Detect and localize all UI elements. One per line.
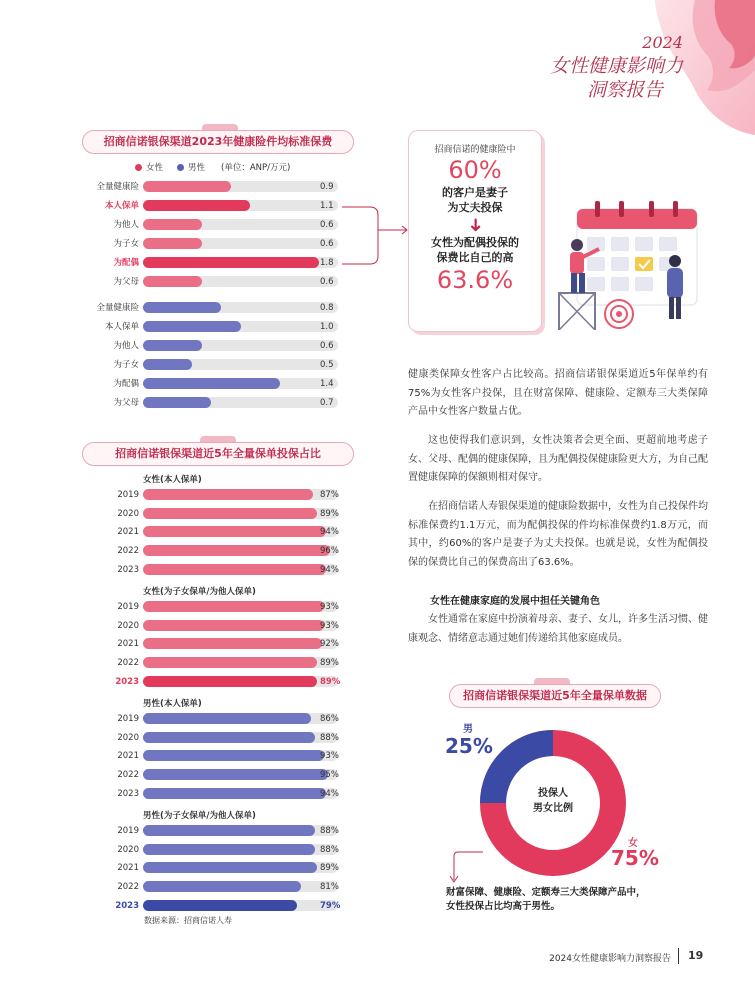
page-number: 19 — [688, 949, 704, 962]
female-label: 女 — [628, 838, 638, 849]
bar-track — [143, 620, 338, 631]
donut-center-line2: 男女比例 — [533, 803, 573, 814]
bar-label: 为父母 — [113, 398, 139, 408]
group-label: 女性(本人保单) — [143, 475, 202, 485]
body-paragraph-3: 在招商信诺人寿银保渠道的健康险数据中，女性为自己投保件均标准保费约1.1万元，而为配偶投保的件均标准保费约1.8万元，而其中，约60%的客户是妻子为丈夫投保。也就是说，女性为配偶投保的保费比自己的保费高出了63.6%。 — [408, 501, 708, 568]
report-title-line2: 洞察报告 — [586, 79, 663, 101]
bar-track — [143, 257, 338, 268]
bar-value: 0.8 — [320, 303, 334, 313]
bar-fill — [143, 219, 202, 230]
bar-track — [143, 397, 338, 408]
bar-track — [143, 378, 338, 389]
bar-track — [143, 769, 338, 780]
group-label: 女性(为子女保单/为他人保单) — [143, 587, 256, 597]
bar-label: 为配偶 — [113, 379, 139, 389]
bar-fill — [143, 750, 324, 761]
bar-label: 2020 — [117, 732, 139, 743]
bar-label: 2023 — [117, 788, 139, 799]
bar-fill — [143, 257, 319, 268]
callout-pct1: 60% — [448, 156, 502, 184]
bar-value: 93% — [320, 620, 339, 631]
bar-fill — [143, 788, 326, 799]
bar-fill — [143, 676, 317, 687]
calendar-people-illustration — [555, 195, 720, 330]
bar-track — [143, 359, 338, 370]
bar-fill — [143, 321, 241, 332]
bar-track — [143, 321, 338, 332]
bar-value: 86% — [320, 714, 339, 724]
body-subheading: 女性在健康家庭的发展中担任关键角色 — [430, 596, 600, 607]
bar-track — [143, 713, 338, 724]
bar-label: 为他人 — [113, 341, 139, 351]
callout-line3: 为丈夫投保 — [447, 201, 503, 214]
bar-label: 本人保单 — [104, 201, 139, 211]
bar-fill — [143, 601, 324, 612]
bar-label: 2021 — [117, 639, 139, 650]
bar-label: 2020 — [117, 620, 139, 631]
bar-track — [143, 489, 338, 500]
bar-value: 0.6 — [320, 341, 334, 351]
bar-label: 2023 — [117, 564, 139, 575]
bar-fill — [143, 713, 311, 724]
bar-fill — [143, 508, 317, 519]
chart2-title: 招商信诺银保渠道近5年全量保单投保占比 — [82, 442, 354, 466]
bar-value: 93% — [320, 751, 339, 762]
bar-label: 本人保单 — [104, 322, 139, 332]
bar-fill — [143, 397, 211, 408]
bar-track — [143, 601, 338, 612]
bar-value: 0.5 — [320, 360, 334, 370]
bar-track — [143, 340, 338, 351]
callout-line4: 女性为配偶投保的 — [431, 236, 519, 249]
bar-track — [143, 881, 338, 892]
bar-value: 0.7 — [320, 398, 334, 408]
bar-value: 0.6 — [320, 239, 334, 249]
bar-fill — [143, 638, 322, 649]
bar-fill — [143, 862, 317, 873]
chart1-legend — [135, 161, 290, 173]
bar-label: 2022 — [117, 770, 139, 781]
bar-value: 1.1 — [320, 201, 334, 211]
donut-center-line1: 投保人 — [538, 788, 568, 799]
bar-label: 2020 — [117, 844, 139, 855]
bar-value: 87% — [320, 490, 339, 500]
bar-fill — [143, 844, 315, 855]
bar-track — [143, 900, 341, 911]
donut-note-line1: 财富保障、健康险、定额寿三大类保障产品中， — [446, 887, 646, 898]
bar-fill — [143, 302, 221, 313]
bar-fill — [143, 881, 301, 892]
bar-track — [143, 638, 338, 649]
bar-track — [143, 238, 338, 249]
bar-value: 1.8 — [320, 258, 334, 268]
bar-label: 2023 — [115, 900, 139, 911]
bar-label: 2023 — [115, 676, 139, 687]
bar-label: 2022 — [117, 658, 139, 669]
report-title-line1: 女性健康影响力 — [549, 55, 683, 77]
bar-fill — [143, 545, 330, 556]
bar-value: 0.6 — [320, 220, 334, 230]
bar-value: 81% — [320, 882, 339, 893]
bar-track — [143, 276, 338, 287]
donut-note — [446, 886, 646, 914]
body-paragraph-2: 这也使得我们意识到，女性决策者会更全面、更超前地考虑子女、父母、配偶的健康保障，且为配偶投保健康险更大方，为自己配置健康保障的保额则相对保守。 — [408, 435, 708, 483]
bar-track — [143, 825, 338, 836]
bar-label: 2019 — [117, 490, 139, 500]
callout-pct2: 63.6% — [436, 266, 514, 294]
bar-label: 2019 — [117, 826, 139, 836]
donut-note-connector — [448, 848, 488, 888]
bar-track — [143, 862, 338, 873]
footer-report-name: 2024女性健康影响力洞察报告 — [549, 954, 671, 964]
chart1-title: 招商信诺银保渠道2023年健康险件均标准保费 — [82, 130, 354, 154]
bar-fill — [143, 732, 315, 743]
bar-fill — [143, 200, 250, 211]
donut-center-text — [478, 786, 628, 816]
bar-track — [143, 219, 338, 230]
bar-fill — [143, 276, 202, 287]
bar-label: 为子女 — [113, 360, 139, 370]
bar-fill — [143, 181, 231, 192]
bar-fill — [143, 378, 280, 389]
down-arrow-icon: ➜ — [465, 217, 486, 233]
unit-label: (单位：ANP/万元) — [221, 163, 291, 173]
bar-label: 为子女 — [113, 239, 139, 249]
bar-track — [143, 564, 338, 575]
report-year: 2024 — [642, 33, 683, 52]
male-label: 男 — [463, 724, 473, 735]
bar-fill — [143, 564, 326, 575]
callout-line5: 保费比自己的高 — [436, 251, 514, 264]
bar-fill — [143, 359, 192, 370]
male-legend-dot — [177, 164, 184, 171]
bar-value: 94% — [320, 527, 339, 538]
bar-track — [143, 750, 338, 761]
bar-value: 1.4 — [320, 379, 334, 389]
bar-value: 93% — [320, 602, 339, 612]
bar-label: 2022 — [117, 882, 139, 893]
bar-label: 2020 — [117, 508, 139, 519]
bar-value: 88% — [320, 826, 339, 836]
bar-value: 88% — [320, 844, 339, 855]
body-paragraph-4: 女性通常在家庭中扮演着母亲、妻子、女儿，许多生活习惯、健康观念、情绪意志通过她们传递给其他家庭成员。 — [408, 614, 708, 644]
bar-label: 2019 — [117, 602, 139, 612]
bar-label: 全量健康险 — [96, 182, 139, 192]
bar-label: 为他人 — [113, 220, 139, 230]
bar-label: 2021 — [117, 863, 139, 874]
bar-track — [143, 545, 338, 556]
callout-line2: 的客户是妻子 — [442, 186, 508, 199]
bar-fill — [143, 769, 328, 780]
donut-note-line2: 女性投保占比均高于男性。 — [446, 901, 561, 912]
bar-label: 为配偶 — [113, 258, 139, 268]
bar-value: 88% — [320, 732, 339, 743]
bar-value: 94% — [320, 564, 339, 575]
bar-label: 全量健康险 — [96, 303, 139, 313]
bar-value: 94% — [320, 788, 339, 799]
bar-track — [143, 788, 338, 799]
female-pct: 75% — [611, 846, 659, 870]
bar-value: 89% — [320, 508, 339, 519]
bar-fill — [143, 900, 297, 911]
bar-track — [143, 508, 338, 519]
bar-value: 79% — [320, 900, 341, 911]
connector-bracket — [340, 200, 410, 272]
bar-track — [143, 526, 338, 537]
body-paragraph-1: 健康类保障女性客户占比较高。招商信诺银保渠道近5年保单约有75%为女性客户投保，且在财富保障、健康险、定额寿三大类保障产品中女性客户数量占优。 — [408, 369, 708, 417]
bar-fill — [143, 526, 326, 537]
bar-value: 0.9 — [320, 182, 334, 192]
bar-fill — [143, 489, 313, 500]
group-label: 男性(为子女保单/为他人保单) — [143, 811, 256, 821]
bar-fill — [143, 238, 202, 249]
data-source: 数据来源：招商信诺人寿 — [144, 916, 232, 925]
bar-value: 89% — [320, 863, 339, 874]
donut-title: 招商信诺银保渠道近5年全量保单数据 — [449, 684, 661, 708]
male-pct: 25% — [445, 734, 493, 758]
bar-fill — [143, 657, 317, 668]
bar-fill — [143, 620, 324, 631]
callout-box — [408, 130, 542, 332]
group-label: 男性(本人保单) — [143, 699, 202, 709]
bar-track — [143, 676, 341, 687]
bar-label: 2022 — [117, 546, 139, 557]
bar-track — [143, 844, 338, 855]
bar-label: 2019 — [117, 714, 139, 724]
bar-label: 2021 — [117, 527, 139, 538]
bar-track — [143, 302, 338, 313]
bar-value: 1.0 — [320, 322, 334, 332]
bar-track — [143, 181, 338, 192]
bar-track — [143, 732, 338, 743]
bar-track — [143, 657, 338, 668]
bar-track — [143, 200, 338, 211]
female-legend-dot — [135, 164, 142, 171]
callout-line1: 招商信诺的健康险中 — [434, 145, 516, 155]
footer-separator — [678, 948, 679, 964]
female-legend-label: 女性 — [146, 163, 164, 173]
bar-value: 0.6 — [320, 277, 334, 287]
male-legend-label: 男性 — [188, 163, 206, 173]
bar-value: 92% — [320, 639, 339, 650]
bar-label: 为父母 — [113, 277, 139, 287]
bar-value: 89% — [320, 676, 341, 687]
bar-fill — [143, 340, 202, 351]
bar-fill — [143, 825, 315, 836]
bar-value: 96% — [320, 546, 339, 557]
bar-value: 89% — [320, 658, 339, 669]
bar-label: 2021 — [117, 751, 139, 762]
bar-value: 95% — [320, 770, 339, 781]
